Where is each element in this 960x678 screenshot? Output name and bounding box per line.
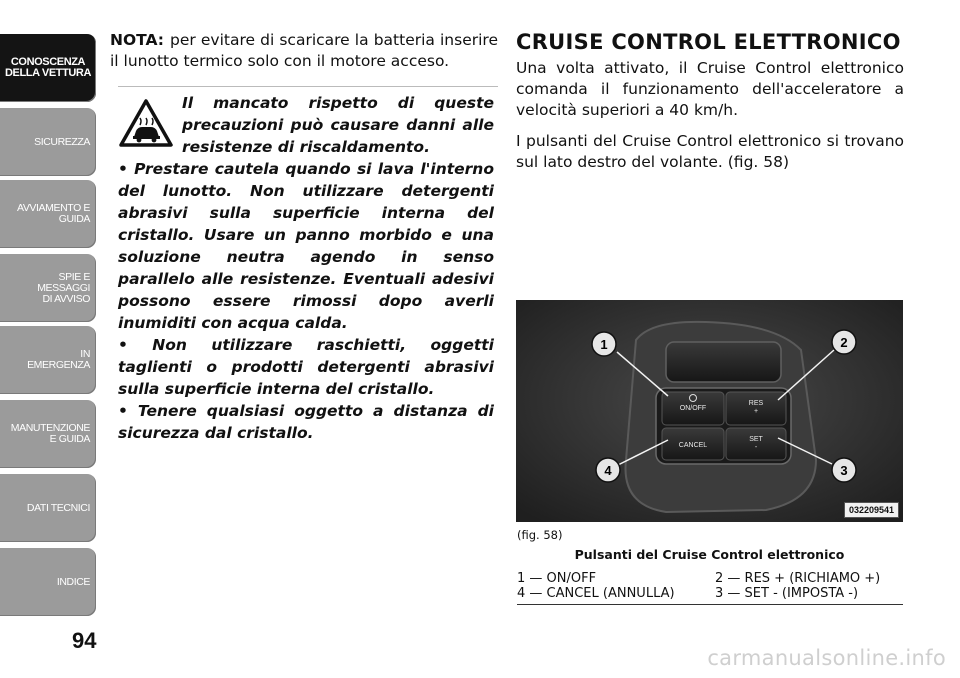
callout-3 — [832, 458, 856, 482]
tab-label: SICUREZZA — [34, 135, 90, 148]
tab-sicurezza[interactable] — [0, 108, 96, 176]
legend-row — [517, 571, 903, 586]
tab-label: AVVIAMENTO E GUIDA — [17, 202, 90, 225]
callout-number: 1 — [600, 337, 608, 352]
section-title: CRUISE CONTROL ELETTRONICO — [516, 30, 901, 54]
right-column — [516, 30, 904, 183]
legend-row — [517, 586, 903, 601]
callout-2 — [832, 330, 856, 354]
warning-car-icon — [118, 98, 174, 148]
warning-bullet: • Non utilizzare raschietti, oggetti taglienti o prodotti detergenti abrasivi sulla superficie interna del cristallo. — [118, 336, 494, 398]
res-sign: + — [753, 408, 759, 415]
legend-item: 4 — CANCEL (ANNULLA) — [517, 586, 675, 601]
cancel-label: CANCEL — [678, 442, 708, 449]
watermark: carmanualsonline.info — [707, 646, 946, 670]
callout-1 — [592, 332, 616, 356]
legend-item: 1 — ON/OFF — [517, 571, 597, 586]
warning-list — [118, 158, 494, 444]
note-label: NOTA: — [110, 31, 165, 49]
tab-spie[interactable] — [0, 254, 96, 322]
tab-label: SPIE E MESSAGGI DI AVVISO — [37, 270, 90, 305]
legend-item: 3 — SET - (IMPOSTA -) — [715, 586, 859, 601]
set-sign: - — [754, 444, 758, 451]
tab-conoscenza[interactable] — [0, 34, 96, 102]
res-label: RES — [748, 400, 764, 407]
tab-manutenzione[interactable] — [0, 400, 96, 468]
tab-label: MANUTENZIONE E GUIDA — [10, 422, 90, 445]
left-column — [110, 30, 498, 72]
figure-code: 032209541 — [844, 502, 899, 518]
tab-label: INDICE — [56, 575, 90, 588]
callout-4 — [596, 458, 620, 482]
callout-number: 2 — [840, 335, 848, 350]
note-text: per evitare di scaricare la batteria inserire il lunotto termico solo con il motore acceso. — [110, 31, 498, 70]
tab-avviamento[interactable] — [0, 180, 96, 248]
note-paragraph — [110, 30, 498, 72]
figure-caption: Pulsanti del Cruise Control elettronico — [574, 547, 845, 562]
intro-paragraph: Una volta attivato, il Cruise Control elettronico comanda il funzionamento dell'acceleratore a velocità superiori a 40 km/h. — [516, 59, 904, 119]
chapter-sidebar — [0, 0, 104, 678]
tab-dati-tecnici[interactable] — [0, 474, 96, 542]
on-off-label: ON/OFF — [679, 405, 707, 412]
figure-legend — [517, 571, 903, 605]
callout-number: 4 — [604, 463, 612, 478]
tab-emergenza[interactable] — [0, 326, 96, 394]
tab-label: IN EMERGENZA — [27, 348, 90, 371]
location-paragraph: I pulsanti del Cruise Control elettronico si trovano sul lato destro del volante. (fig. 58) — [516, 132, 904, 171]
legend-item: 2 — RES + (RICHIAMO +) — [715, 571, 881, 586]
steering-wheel-illustration — [516, 300, 903, 522]
warning-bullet: • Prestare cautela quando si lava l'interno del lunotto. Non utilizzare detergenti abrasivi sulla superficie interna del cristallo. Usare un panno morbido e una soluzione neutra agendo in senso parallelo alle resistenze. Eventuali adesivi possono essere rimossi dopo averli inumiditi con acqua calda. — [118, 160, 494, 332]
warning-bullet: • Tenere qualsiasi oggetto a distanza di sicurezza dal cristallo. — [118, 402, 494, 442]
callout-number: 3 — [840, 463, 848, 478]
tab-indice[interactable] — [0, 548, 96, 616]
page-number: 94 — [72, 628, 97, 653]
warning-divider — [118, 86, 498, 87]
figure-reference: (fig. 58) — [517, 528, 563, 542]
cruise-control-figure — [516, 300, 903, 522]
tab-label: DATI TECNICI — [26, 501, 90, 514]
tab-label: CONOSCENZA DELLA VETTURA — [4, 56, 92, 79]
set-label: SET — [749, 436, 763, 443]
warning-lead: Il mancato rispetto di queste precauzioni può causare danni alle resistenze di riscaldamento. — [182, 94, 494, 156]
